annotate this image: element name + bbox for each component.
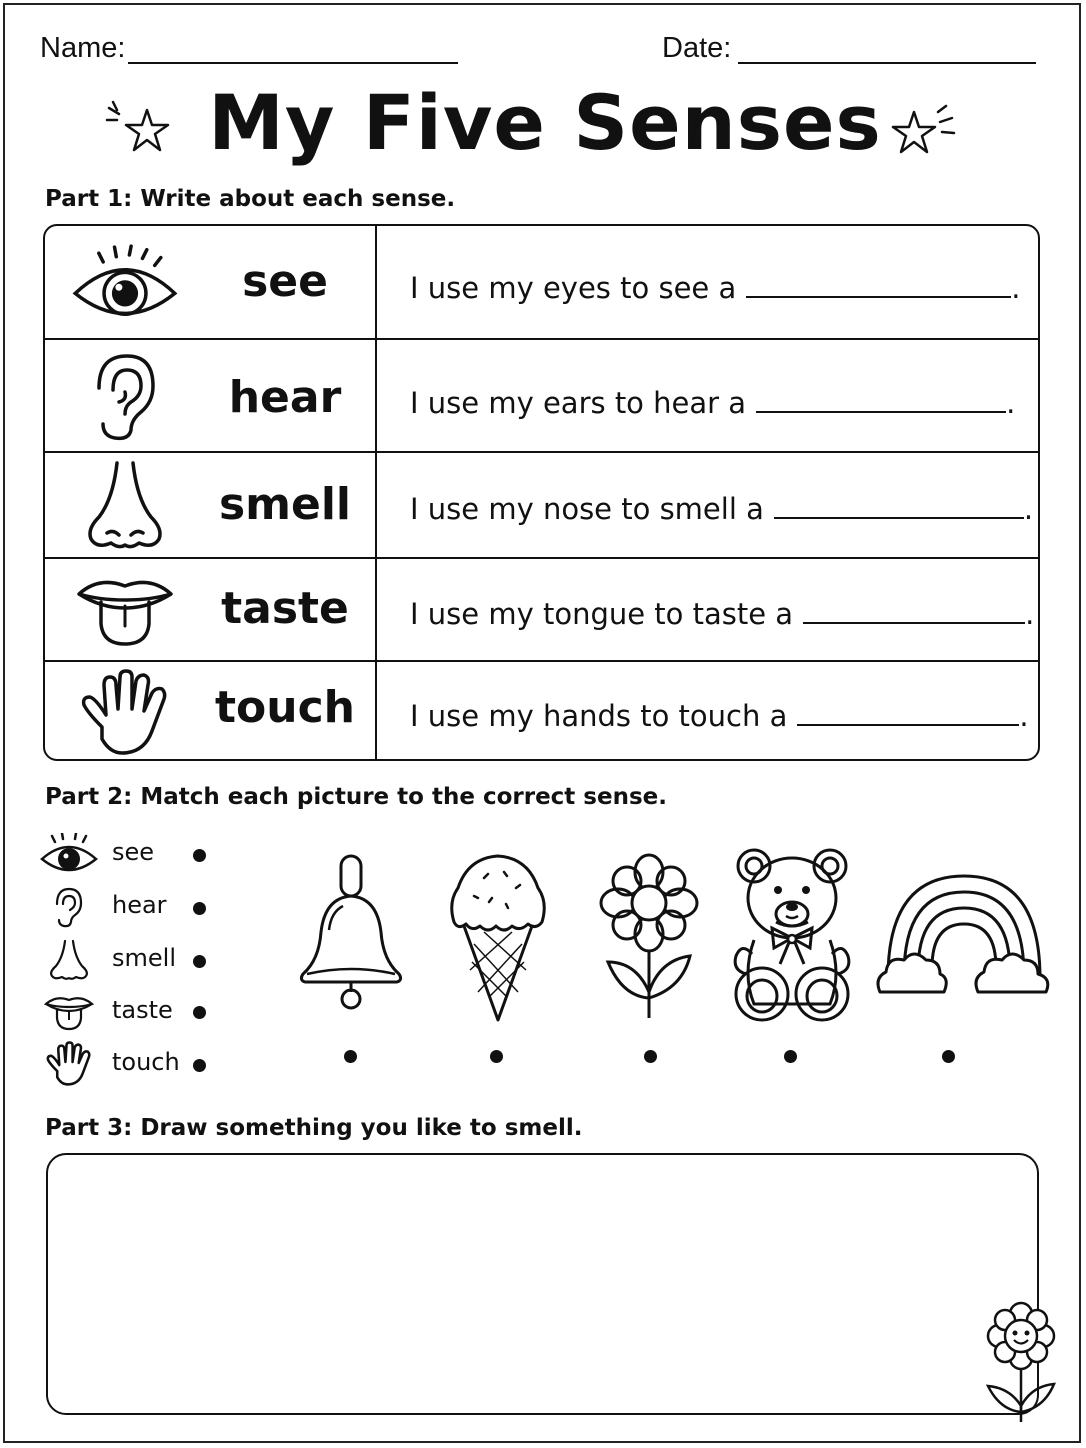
picture-dot-teddy-bear[interactable] xyxy=(784,1050,797,1063)
star-icon xyxy=(105,100,175,160)
picture-dot-bell[interactable] xyxy=(344,1050,357,1063)
eye-icon xyxy=(70,232,180,332)
answer-blank[interactable] xyxy=(774,489,1024,519)
page-title: My Five Senses xyxy=(208,78,882,167)
sense-word-taste: taste xyxy=(221,583,349,634)
name-field[interactable] xyxy=(128,62,458,64)
table-row xyxy=(45,338,1038,451)
eye-icon xyxy=(38,832,100,876)
table-row xyxy=(45,226,1038,338)
picture-dot-ice-cream[interactable] xyxy=(490,1050,503,1063)
nose-icon xyxy=(38,938,100,982)
answer-blank[interactable] xyxy=(797,696,1019,726)
ice-cream-icon xyxy=(444,852,552,1024)
match-dot-touch[interactable] xyxy=(193,1059,206,1072)
tongue-icon xyxy=(70,563,180,657)
ear-icon xyxy=(70,346,180,446)
star-icon xyxy=(888,100,958,160)
date-label: Date: xyxy=(662,32,732,64)
table-row xyxy=(45,660,1038,761)
name-label: Name: xyxy=(40,32,126,64)
sentence-text: I use my nose to smell a xyxy=(410,492,764,526)
rainbow-icon xyxy=(874,868,1056,1002)
picture-dot-rainbow[interactable] xyxy=(942,1050,955,1063)
date-field[interactable] xyxy=(738,62,1036,64)
match-dot-hear[interactable] xyxy=(193,902,206,915)
part3-heading: Part 3: Draw something you like to smell. xyxy=(45,1115,583,1141)
picture-dot-flower[interactable] xyxy=(644,1050,657,1063)
match-label-see: see xyxy=(112,838,155,866)
period: . xyxy=(1006,386,1016,420)
match-label-hear: hear xyxy=(112,891,167,919)
answer-blank[interactable] xyxy=(756,383,1006,413)
part2-heading: Part 2: Match each picture to the correct sense. xyxy=(45,784,667,810)
sentence-hear xyxy=(410,383,1015,420)
sentence-see xyxy=(410,268,1020,305)
period: . xyxy=(1023,492,1034,526)
answer-blank[interactable] xyxy=(746,268,1011,298)
sense-word-smell: smell xyxy=(218,479,352,530)
period: . xyxy=(1019,699,1029,733)
part1-heading: Part 1: Write about each sense. xyxy=(45,186,456,212)
match-label-taste: taste xyxy=(112,996,173,1024)
period: . xyxy=(1025,597,1035,631)
hand-icon xyxy=(38,1042,100,1086)
table-row xyxy=(45,451,1038,557)
match-dot-taste[interactable] xyxy=(193,1006,206,1019)
flower-icon xyxy=(598,852,700,1022)
tongue-icon xyxy=(38,990,100,1034)
sense-word-see: see xyxy=(242,256,328,307)
match-label-touch: touch xyxy=(112,1048,180,1076)
teddy-bear-icon xyxy=(728,844,856,1026)
sentence-taste xyxy=(410,594,1034,631)
sentence-smell xyxy=(410,489,1033,526)
smiling-flower-icon xyxy=(978,1300,1064,1424)
sentence-touch xyxy=(410,696,1029,733)
answer-blank[interactable] xyxy=(803,594,1025,624)
table-row xyxy=(45,557,1038,660)
period: . xyxy=(1011,271,1021,305)
match-dot-smell[interactable] xyxy=(193,955,206,968)
ear-icon xyxy=(38,885,100,929)
sentence-text: I use my tongue to taste a xyxy=(410,597,794,631)
sense-word-touch: touch xyxy=(215,682,355,733)
bell-icon xyxy=(295,852,407,1012)
drawing-area[interactable] xyxy=(46,1153,1039,1415)
sentence-text: I use my eyes to see a xyxy=(410,271,737,305)
sense-word-hear: hear xyxy=(228,372,342,423)
sentence-text: I use my hands to touch a xyxy=(410,699,788,733)
match-label-smell: smell xyxy=(112,944,176,972)
nose-icon xyxy=(70,457,180,553)
hand-icon xyxy=(70,666,180,760)
match-dot-see[interactable] xyxy=(193,849,206,862)
sentence-text: I use my ears to hear a xyxy=(410,386,747,420)
senses-table xyxy=(43,224,1040,761)
